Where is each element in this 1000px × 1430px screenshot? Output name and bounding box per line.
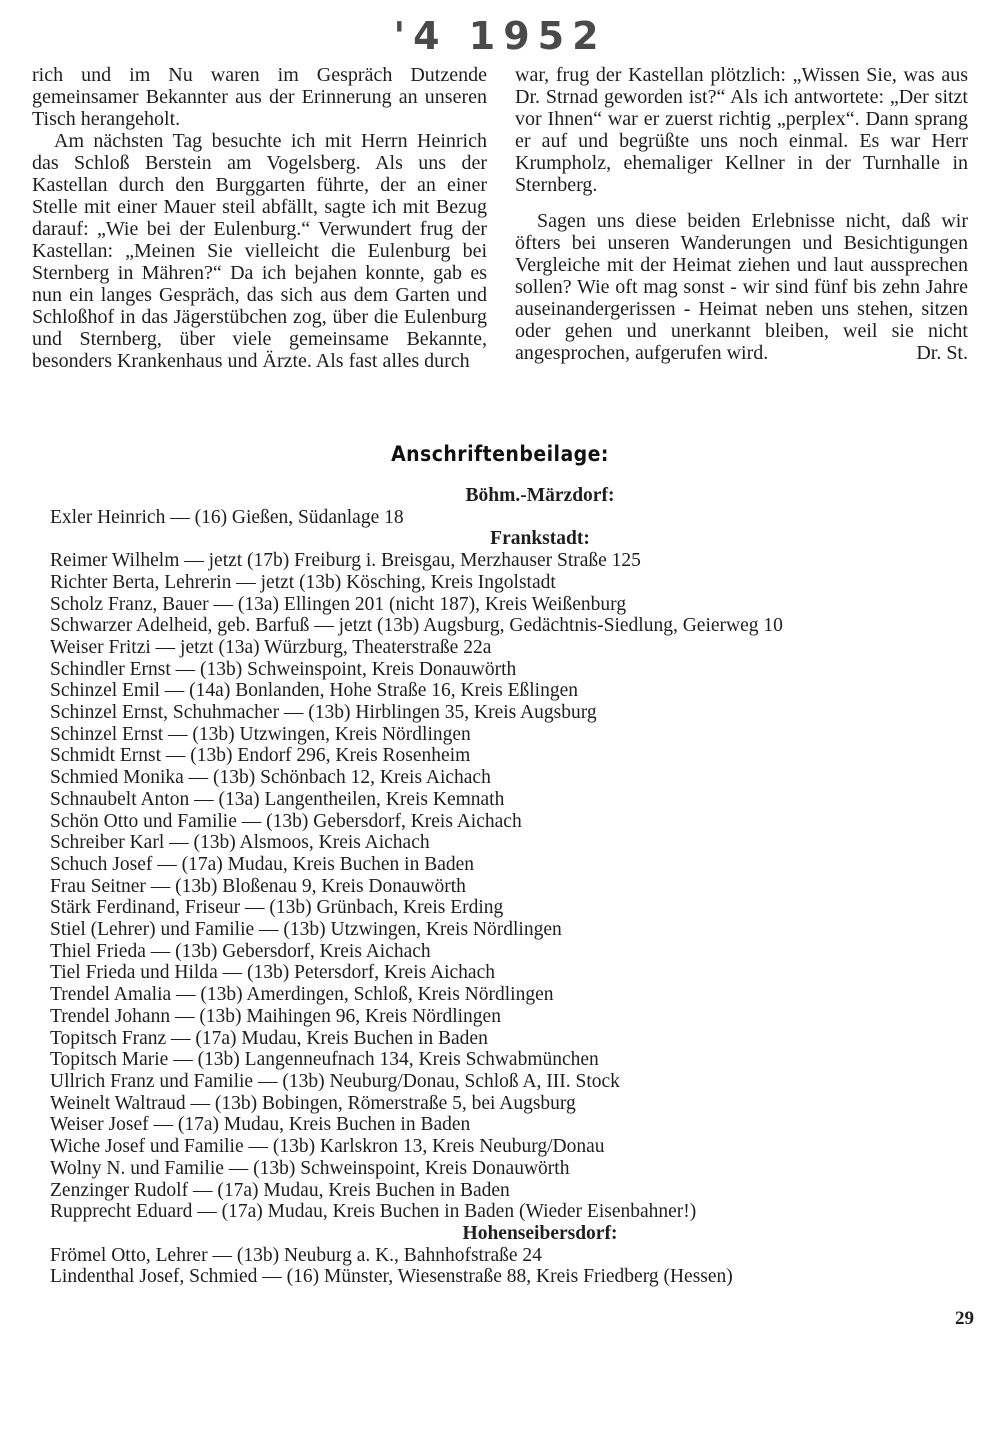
- address-entry: Schmidt Ernst — (13b) Endorf 296, Kreis Rosenheim: [50, 745, 471, 767]
- place-heading: Böhm.-Märzdorf:: [465, 485, 615, 506]
- address-entry: Stärk Ferdinand, Friseur — (13b) Grünbach, Kreis Erding: [50, 897, 504, 919]
- address-entry: Wolny N. und Familie — (13b) Schweinspoint, Kreis Donauwörth: [50, 1157, 570, 1179]
- article-paragraph: Am nächsten Tag besuchte ich mit Herrn Heinrich das Schloß Berstein am Vogelsberg. Als uns der Kastellan durch den Burggarten führte, der an einer Stelle mit einer Mauer steil abfällt, sagte ich mit Bezug darauf: „Wie bei der Eulenburg.“ Verwundert frug der Kastellan: „Meinen Sie vielleicht die Eulenburg bei Sternberg in Mähren?“ Da ich bejahen konnte, gab es nun ein langes Gespräch, das sich aus dem Garten und Schloßhof in das Jägerstübchen zog, über die Eulenburg und Sternberg, über viele gemeinsame Bekannte, besonders Krankenhaus und Ärzte. Als fast alles durch: [32, 130, 487, 372]
- address-entry: Weinelt Waltraud — (13b) Bobingen, Römerstraße 5, bei Augsburg: [50, 1092, 576, 1114]
- address-entry: Topitsch Franz — (17a) Mudau, Kreis Buchen in Baden: [50, 1027, 488, 1049]
- author-signature: Dr. St.: [916, 342, 968, 364]
- address-entry: Trendel Johann — (13b) Maihingen 96, Kreis Nördlingen: [50, 1005, 501, 1027]
- address-entry: Schnaubelt Anton — (13a) Langentheilen, Kreis Kemnath: [50, 788, 505, 810]
- address-entry: Lindenthal Josef, Schmied — (16) Münster, Wiesenstraße 88, Kreis Friedberg (Hessen): [50, 1266, 733, 1288]
- address-entry: Schinzel Ernst — (13b) Utzwingen, Kreis Nördlingen: [50, 723, 471, 745]
- article-column-left: [32, 64, 487, 372]
- address-entry: Schindler Ernst — (13b) Schweinspoint, Kreis Donauwörth: [50, 658, 517, 680]
- place-heading: Frankstadt:: [490, 528, 590, 550]
- address-entry: Exler Heinrich — (16) Gießen, Südanlage 18: [50, 506, 404, 528]
- article-paragraph: [515, 210, 968, 364]
- address-entry: Stiel (Lehrer) und Familie — (13b) Utzwingen, Kreis Nördlingen: [50, 919, 562, 941]
- page-number: 29: [955, 1308, 974, 1329]
- address-entry: Wiche Josef und Familie — (13b) Karlskron 13, Kreis Neuburg/Donau: [50, 1136, 605, 1158]
- article-paragraph-text: Sagen uns diese beiden Erlebnisse nicht, daß wir öfters bei unseren Wanderungen und Besichtigungen Vergleiche mit der Heimat ziehen und laut aussprechen sollen? Wie oft mag sonst - wir sind fünf bis zehn Jahre auseinandergerissen - Heimat neben uns stehen, sitzen oder gehen und unerkannt bleiben, weil sie nicht angesprochen, aufgerufen wird.: [515, 210, 968, 364]
- address-entry: Trendel Amalia — (13b) Amerdingen, Schloß, Kreis Nördlingen: [50, 984, 554, 1006]
- address-entry: Thiel Frieda — (13b) Gebersdorf, Kreis Aichach: [50, 940, 431, 962]
- archive-stamp: '4 1952: [393, 14, 607, 58]
- address-entry: Schmied Monika — (13b) Schönbach 12, Kreis Aichach: [50, 767, 491, 789]
- address-entry: Schön Otto und Familie — (13b) Gebersdorf, Kreis Aichach: [50, 810, 522, 832]
- address-entry: Topitsch Marie — (13b) Langenneufnach 134, Kreis Schwabmünchen: [50, 1049, 599, 1071]
- address-entry: Scholz Franz, Bauer — (13a) Ellingen 201 (nicht 187), Kreis Weißenburg: [50, 593, 627, 615]
- article-paragraph: rich und im Nu waren im Gespräch Dutzende gemeinsamer Bekannter aus der Erinnerung an unseren Tisch herangeholt.: [32, 64, 487, 130]
- address-entry: Richter Berta, Lehrerin — jetzt (13b) Kösching, Kreis Ingolstadt: [50, 571, 556, 593]
- address-entry: Schuch Josef — (17a) Mudau, Kreis Buchen in Baden: [50, 853, 475, 875]
- address-entry: Zenzinger Rudolf — (17a) Mudau, Kreis Buchen in Baden: [50, 1179, 510, 1201]
- address-entry: Schinzel Emil — (14a) Bonlanden, Hohe Straße 16, Kreis Eßlingen: [50, 680, 579, 702]
- article-paragraph: war, frug der Kastellan plötzlich: „Wissen Sie, was aus Dr. Strnad geworden ist?“ Als ich antwortete: „Der sitzt vor Ihnen“ war er zuerst richtig „perplex“. Dann sprang er auf und begrüßte uns noch einmal. Es war Herr Krumpholz, ehemaliger Kellner in der Turnhalle in Sternberg.: [515, 64, 968, 196]
- address-entry: Ullrich Franz und Familie — (13b) Neuburg/Donau, Schloß A, III. Stock: [50, 1070, 620, 1092]
- address-entry: Schwarzer Adelheid, geb. Barfuß — jetzt (13b) Augsburg, Gedächtnis-Siedlung, Geierweg 10: [50, 615, 783, 637]
- address-entry: Rupprecht Eduard — (17a) Mudau, Kreis Buchen in Baden (Wieder Eisenbahner!): [50, 1201, 697, 1223]
- section-heading: Anschriftenbeilage:: [391, 442, 609, 466]
- address-entry: Reimer Wilhelm — jetzt (17b) Freiburg i. Breisgau, Merzhauser Straße 125: [50, 550, 641, 572]
- address-entry: Frömel Otto, Lehrer — (13b) Neuburg a. K., Bahnhofstraße 24: [50, 1244, 542, 1266]
- address-entry: Schinzel Ernst, Schuhmacher — (13b) Hirblingen 35, Kreis Augsburg: [50, 702, 597, 724]
- place-heading: Hohenseibersdorf:: [462, 1222, 618, 1244]
- address-entry: Weiser Fritzi — jetzt (13a) Würzburg, Theaterstraße 22a: [50, 636, 492, 658]
- address-entry: Weiser Josef — (17a) Mudau, Kreis Buchen in Baden: [50, 1114, 471, 1136]
- address-entry: Frau Seitner — (13b) Bloßenau 9, Kreis Donauwörth: [50, 875, 466, 897]
- address-list: [50, 485, 970, 1288]
- address-entry: Schreiber Karl — (13b) Alsmoos, Kreis Aichach: [50, 832, 430, 854]
- address-entry: Tiel Frieda und Hilda — (13b) Petersdorf, Kreis Aichach: [50, 962, 495, 984]
- article-column-right: [515, 64, 968, 364]
